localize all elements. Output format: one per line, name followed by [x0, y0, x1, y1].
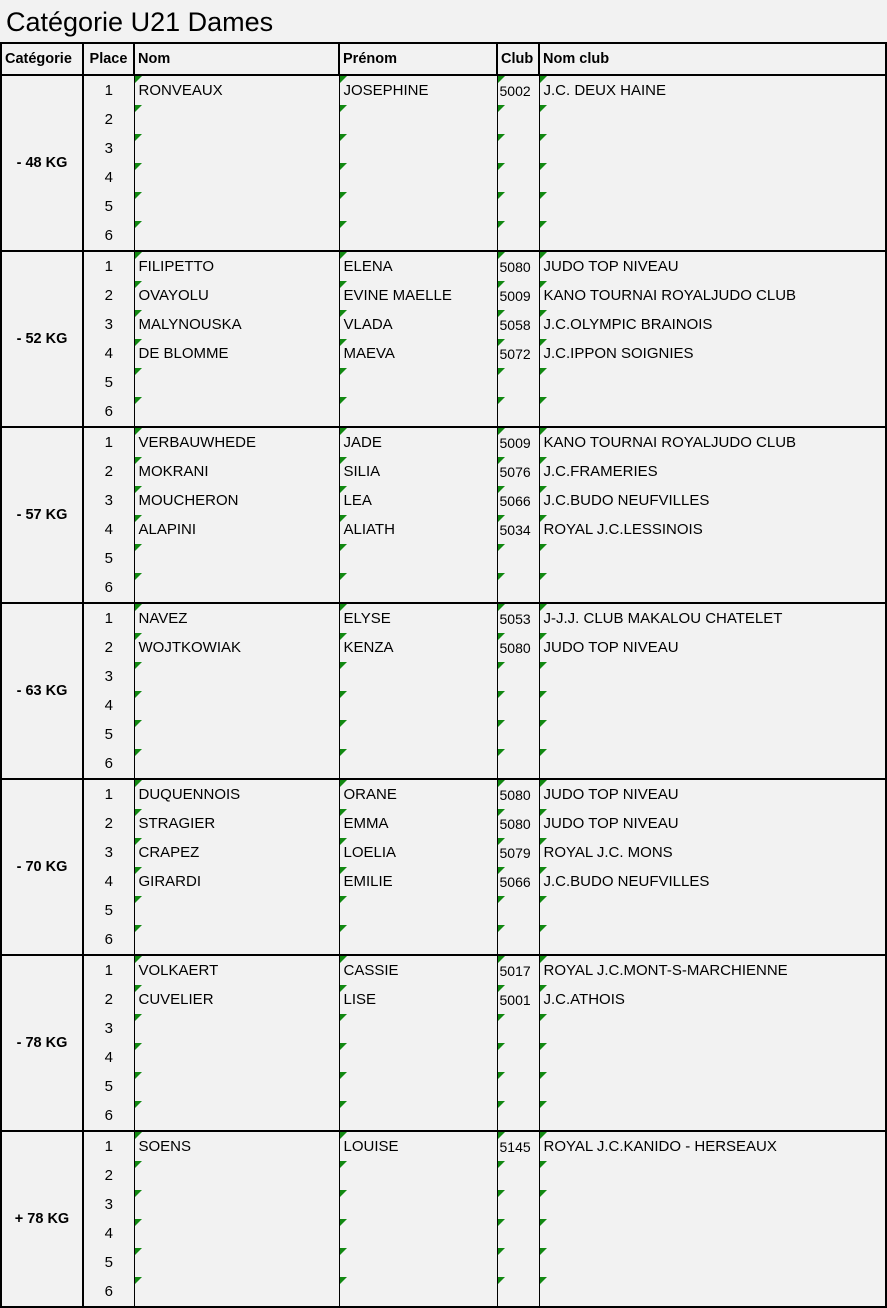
- place-cell[interactable]: 6: [83, 1277, 134, 1307]
- nom-club-cell[interactable]: ROYAL J.C. MONS: [539, 838, 886, 867]
- place-cell[interactable]: 3: [83, 1014, 134, 1043]
- place-cell[interactable]: 6: [83, 749, 134, 779]
- table-row: [1, 691, 886, 720]
- category-label[interactable]: - 52 KG: [1, 251, 83, 427]
- nom-cell[interactable]: CUVELIER: [134, 985, 339, 1014]
- prenom-cell[interactable]: [339, 1101, 497, 1131]
- place-cell[interactable]: 5: [83, 720, 134, 749]
- nom-cell[interactable]: SOENS: [134, 1131, 339, 1161]
- nom-club-cell[interactable]: J.C.IPPON SOIGNIES: [539, 339, 886, 368]
- nom-cell[interactable]: [134, 221, 339, 251]
- club-cell[interactable]: 5017: [497, 955, 539, 985]
- club-cell[interactable]: 5058: [497, 310, 539, 339]
- nom-club-cell[interactable]: JUDO TOP NIVEAU: [539, 251, 886, 281]
- place-cell[interactable]: 4: [83, 515, 134, 544]
- club-cell[interactable]: [497, 1043, 539, 1072]
- prenom-cell[interactable]: [339, 1161, 497, 1190]
- club-cell[interactable]: 5009: [497, 427, 539, 457]
- nom-club-cell[interactable]: [539, 573, 886, 603]
- prenom-cell[interactable]: [339, 1277, 497, 1307]
- table-row: [1, 368, 886, 397]
- place-cell[interactable]: 2: [83, 457, 134, 486]
- category-label[interactable]: - 63 KG: [1, 603, 83, 779]
- club-cell[interactable]: 5080: [497, 633, 539, 662]
- place-cell[interactable]: 1: [83, 251, 134, 281]
- table-row: [1, 221, 886, 251]
- category-label[interactable]: - 57 KG: [1, 427, 83, 603]
- club-cell[interactable]: 5080: [497, 809, 539, 838]
- nom-cell[interactable]: [134, 749, 339, 779]
- nom-club-cell[interactable]: [539, 1161, 886, 1190]
- place-cell[interactable]: 1: [83, 603, 134, 633]
- place-cell[interactable]: 3: [83, 1190, 134, 1219]
- nom-club-cell[interactable]: ROYAL J.C.KANIDO - HERSEAUX: [539, 1131, 886, 1161]
- place-cell[interactable]: 4: [83, 339, 134, 368]
- nom-cell[interactable]: [134, 1190, 339, 1219]
- table-row: [1, 985, 886, 1014]
- place-cell[interactable]: 2: [83, 809, 134, 838]
- prenom-cell[interactable]: [339, 368, 497, 397]
- header-nom-club[interactable]: Nom club: [539, 43, 886, 75]
- nom-club-cell[interactable]: JUDO TOP NIVEAU: [539, 809, 886, 838]
- nom-club-cell[interactable]: [539, 1248, 886, 1277]
- club-cell[interactable]: [497, 134, 539, 163]
- club-cell[interactable]: [497, 368, 539, 397]
- nom-cell[interactable]: [134, 397, 339, 427]
- nom-club-cell[interactable]: [539, 1014, 886, 1043]
- prenom-cell[interactable]: [339, 544, 497, 573]
- nom-cell[interactable]: [134, 1277, 339, 1307]
- club-cell[interactable]: [497, 925, 539, 955]
- header-prenom[interactable]: Prénom: [339, 43, 497, 75]
- table-row: [1, 779, 886, 809]
- club-cell[interactable]: 5079: [497, 838, 539, 867]
- club-cell[interactable]: 5080: [497, 251, 539, 281]
- nom-cell[interactable]: MOUCHERON: [134, 486, 339, 515]
- club-cell[interactable]: [497, 573, 539, 603]
- place-cell[interactable]: 6: [83, 925, 134, 955]
- club-cell[interactable]: [497, 749, 539, 779]
- nom-club-cell[interactable]: J.C.OLYMPIC BRAINOIS: [539, 310, 886, 339]
- nom-cell[interactable]: CRAPEZ: [134, 838, 339, 867]
- club-cell[interactable]: [497, 691, 539, 720]
- nom-club-cell[interactable]: [539, 1277, 886, 1307]
- club-cell[interactable]: [497, 544, 539, 573]
- place-cell[interactable]: 5: [83, 1248, 134, 1277]
- nom-cell[interactable]: MALYNOUSKA: [134, 310, 339, 339]
- place-cell[interactable]: 2: [83, 281, 134, 310]
- place-cell[interactable]: 1: [83, 1131, 134, 1161]
- table-row: [1, 867, 886, 896]
- club-cell[interactable]: 5009: [497, 281, 539, 310]
- nom-club-cell[interactable]: [539, 720, 886, 749]
- prenom-cell[interactable]: [339, 221, 497, 251]
- table-row: [1, 662, 886, 691]
- prenom-cell[interactable]: [339, 192, 497, 221]
- prenom-cell[interactable]: [339, 896, 497, 925]
- nom-club-cell[interactable]: [539, 1101, 886, 1131]
- nom-cell[interactable]: [134, 1161, 339, 1190]
- prenom-cell[interactable]: [339, 691, 497, 720]
- place-cell[interactable]: 3: [83, 310, 134, 339]
- club-cell[interactable]: 5001: [497, 985, 539, 1014]
- place-cell[interactable]: 4: [83, 691, 134, 720]
- place-cell[interactable]: 5: [83, 1072, 134, 1101]
- club-cell[interactable]: [497, 1072, 539, 1101]
- prenom-cell[interactable]: [339, 1043, 497, 1072]
- nom-cell[interactable]: [134, 720, 339, 749]
- place-cell[interactable]: 2: [83, 1161, 134, 1190]
- table-row: [1, 1161, 886, 1190]
- nom-club-cell[interactable]: [539, 397, 886, 427]
- prenom-cell[interactable]: [339, 925, 497, 955]
- club-cell[interactable]: [497, 1101, 539, 1131]
- prenom-cell[interactable]: [339, 662, 497, 691]
- nom-cell[interactable]: DUQUENNOIS: [134, 779, 339, 809]
- nom-cell[interactable]: [134, 368, 339, 397]
- nom-club-cell[interactable]: JUDO TOP NIVEAU: [539, 633, 886, 662]
- table-row: [1, 720, 886, 749]
- table-row: [1, 896, 886, 925]
- header-categorie[interactable]: Catégorie: [1, 43, 83, 75]
- club-cell[interactable]: 5076: [497, 457, 539, 486]
- place-cell[interactable]: 5: [83, 192, 134, 221]
- place-cell[interactable]: 1: [83, 779, 134, 809]
- header-row: [1, 43, 886, 75]
- table-row: [1, 134, 886, 163]
- prenom-cell[interactable]: ELENA: [339, 251, 497, 281]
- place-cell[interactable]: 5: [83, 544, 134, 573]
- table-row: [1, 75, 886, 105]
- nom-club-cell[interactable]: [539, 192, 886, 221]
- table-row: [1, 544, 886, 573]
- nom-cell[interactable]: NAVEZ: [134, 603, 339, 633]
- nom-cell[interactable]: WOJTKOWIAK: [134, 633, 339, 662]
- place-cell[interactable]: 4: [83, 867, 134, 896]
- club-cell[interactable]: [497, 397, 539, 427]
- prenom-cell[interactable]: LEA: [339, 486, 497, 515]
- prenom-cell[interactable]: LISE: [339, 985, 497, 1014]
- club-cell[interactable]: 5002: [497, 75, 539, 105]
- nom-club-cell[interactable]: [539, 925, 886, 955]
- header-nom[interactable]: Nom: [134, 43, 339, 75]
- nom-cell[interactable]: [134, 925, 339, 955]
- nom-cell[interactable]: ALAPINI: [134, 515, 339, 544]
- nom-club-cell[interactable]: [539, 163, 886, 192]
- prenom-cell[interactable]: [339, 134, 497, 163]
- table-row: [1, 1101, 886, 1131]
- nom-cell[interactable]: [134, 134, 339, 163]
- club-cell[interactable]: [497, 720, 539, 749]
- club-cell[interactable]: [497, 163, 539, 192]
- nom-club-cell[interactable]: [539, 749, 886, 779]
- club-cell[interactable]: [497, 896, 539, 925]
- table-row: [1, 515, 886, 544]
- nom-club-cell[interactable]: [539, 1043, 886, 1072]
- nom-cell[interactable]: [134, 1219, 339, 1248]
- table-row: [1, 749, 886, 779]
- table-row: [1, 838, 886, 867]
- club-cell[interactable]: 5145: [497, 1131, 539, 1161]
- place-cell[interactable]: 3: [83, 662, 134, 691]
- club-cell[interactable]: 5053: [497, 603, 539, 633]
- prenom-cell[interactable]: EVINE MAELLE: [339, 281, 497, 310]
- club-cell[interactable]: 5080: [497, 779, 539, 809]
- place-cell[interactable]: 3: [83, 838, 134, 867]
- nom-cell[interactable]: MOKRANI: [134, 457, 339, 486]
- nom-cell[interactable]: [134, 163, 339, 192]
- prenom-cell[interactable]: EMMA: [339, 809, 497, 838]
- prenom-cell[interactable]: [339, 1248, 497, 1277]
- nom-club-cell[interactable]: [539, 368, 886, 397]
- nom-club-cell[interactable]: J.C. DEUX HAINE: [539, 75, 886, 105]
- place-cell[interactable]: 5: [83, 896, 134, 925]
- prenom-cell[interactable]: ELYSE: [339, 603, 497, 633]
- nom-cell[interactable]: [134, 544, 339, 573]
- nom-cell[interactable]: [134, 1248, 339, 1277]
- place-cell[interactable]: 2: [83, 633, 134, 662]
- nom-club-cell[interactable]: JUDO TOP NIVEAU: [539, 779, 886, 809]
- nom-cell[interactable]: FILIPETTO: [134, 251, 339, 281]
- nom-cell[interactable]: GIRARDI: [134, 867, 339, 896]
- nom-club-cell[interactable]: J.C.BUDO NEUFVILLES: [539, 486, 886, 515]
- prenom-cell[interactable]: MAEVA: [339, 339, 497, 368]
- nom-club-cell[interactable]: J.C.FRAMERIES: [539, 457, 886, 486]
- prenom-cell[interactable]: CASSIE: [339, 955, 497, 985]
- nom-cell[interactable]: [134, 896, 339, 925]
- nom-club-cell[interactable]: J.C.BUDO NEUFVILLES: [539, 867, 886, 896]
- table-row: [1, 486, 886, 515]
- table-row: [1, 251, 886, 281]
- club-cell[interactable]: [497, 105, 539, 134]
- table-row: [1, 339, 886, 368]
- table-row: [1, 427, 886, 457]
- nom-club-cell[interactable]: J-J.J. CLUB MAKALOU CHATELET: [539, 603, 886, 633]
- nom-club-cell[interactable]: [539, 1072, 886, 1101]
- nom-club-cell[interactable]: ROYAL J.C.LESSINOIS: [539, 515, 886, 544]
- nom-club-cell[interactable]: [539, 134, 886, 163]
- nom-club-cell[interactable]: ROYAL J.C.MONT-S-MARCHIENNE: [539, 955, 886, 985]
- table-header: [1, 43, 886, 75]
- place-cell[interactable]: 4: [83, 1219, 134, 1248]
- prenom-cell[interactable]: [339, 1072, 497, 1101]
- club-cell[interactable]: [497, 1161, 539, 1190]
- nom-club-cell[interactable]: KANO TOURNAI ROYALJUDO CLUB: [539, 281, 886, 310]
- table-row: [1, 955, 886, 985]
- table-row: [1, 1072, 886, 1101]
- nom-club-cell[interactable]: [539, 544, 886, 573]
- prenom-cell[interactable]: [339, 1219, 497, 1248]
- prenom-cell[interactable]: [339, 573, 497, 603]
- table-row: [1, 573, 886, 603]
- category-label[interactable]: - 48 KG: [1, 75, 83, 251]
- place-cell[interactable]: 6: [83, 221, 134, 251]
- prenom-cell[interactable]: SILIA: [339, 457, 497, 486]
- prenom-cell[interactable]: JADE: [339, 427, 497, 457]
- prenom-cell[interactable]: [339, 163, 497, 192]
- prenom-cell[interactable]: [339, 1190, 497, 1219]
- nom-cell[interactable]: [134, 1014, 339, 1043]
- prenom-cell[interactable]: EMILIE: [339, 867, 497, 896]
- place-cell[interactable]: 1: [83, 955, 134, 985]
- club-cell[interactable]: 5066: [497, 486, 539, 515]
- place-cell[interactable]: 6: [83, 573, 134, 603]
- category-label[interactable]: + 78 KG: [1, 1131, 83, 1307]
- place-cell[interactable]: 1: [83, 75, 134, 105]
- table-row: [1, 1248, 886, 1277]
- nom-club-cell[interactable]: J.C.ATHOIS: [539, 985, 886, 1014]
- nom-cell[interactable]: RONVEAUX: [134, 75, 339, 105]
- place-cell[interactable]: 4: [83, 163, 134, 192]
- table-row: [1, 310, 886, 339]
- table-row: [1, 105, 886, 134]
- nom-cell[interactable]: [134, 662, 339, 691]
- nom-cell[interactable]: [134, 1043, 339, 1072]
- place-cell[interactable]: 6: [83, 1101, 134, 1131]
- prenom-cell[interactable]: ALIATH: [339, 515, 497, 544]
- table-row: [1, 925, 886, 955]
- place-cell[interactable]: 6: [83, 397, 134, 427]
- page-title: Catégorie U21 Dames: [6, 7, 274, 37]
- prenom-cell[interactable]: LOELIA: [339, 838, 497, 867]
- club-cell[interactable]: [497, 192, 539, 221]
- prenom-cell[interactable]: [339, 105, 497, 134]
- nom-club-cell[interactable]: [539, 1219, 886, 1248]
- prenom-cell[interactable]: [339, 749, 497, 779]
- nom-cell[interactable]: [134, 1101, 339, 1131]
- table-row: [1, 1219, 886, 1248]
- table-row: [1, 192, 886, 221]
- club-cell[interactable]: 5034: [497, 515, 539, 544]
- club-cell[interactable]: [497, 221, 539, 251]
- table-row: [1, 397, 886, 427]
- category-label[interactable]: - 70 KG: [1, 779, 83, 955]
- nom-club-cell[interactable]: [539, 896, 886, 925]
- place-cell[interactable]: 3: [83, 134, 134, 163]
- club-cell[interactable]: [497, 1190, 539, 1219]
- results-table: [0, 42, 887, 1308]
- nom-cell[interactable]: VERBAUWHEDE: [134, 427, 339, 457]
- table-body: [1, 75, 886, 1307]
- nom-club-cell[interactable]: [539, 662, 886, 691]
- prenom-cell[interactable]: ORANE: [339, 779, 497, 809]
- nom-cell[interactable]: VOLKAERT: [134, 955, 339, 985]
- club-cell[interactable]: [497, 1219, 539, 1248]
- nom-club-cell[interactable]: KANO TOURNAI ROYALJUDO CLUB: [539, 427, 886, 457]
- prenom-cell[interactable]: [339, 397, 497, 427]
- header-place[interactable]: Place: [83, 43, 134, 75]
- prenom-cell[interactable]: JOSEPHINE: [339, 75, 497, 105]
- table-row: [1, 281, 886, 310]
- category-label[interactable]: - 78 KG: [1, 955, 83, 1131]
- place-cell[interactable]: 1: [83, 427, 134, 457]
- nom-club-cell[interactable]: [539, 221, 886, 251]
- prenom-cell[interactable]: KENZA: [339, 633, 497, 662]
- place-cell[interactable]: 2: [83, 985, 134, 1014]
- table-row: [1, 163, 886, 192]
- nom-club-cell[interactable]: [539, 1190, 886, 1219]
- table-row: [1, 1131, 886, 1161]
- nom-club-cell[interactable]: [539, 691, 886, 720]
- club-cell[interactable]: [497, 1277, 539, 1307]
- table-row: [1, 1043, 886, 1072]
- table-row: [1, 457, 886, 486]
- nom-cell[interactable]: STRAGIER: [134, 809, 339, 838]
- place-cell[interactable]: 2: [83, 105, 134, 134]
- club-cell[interactable]: [497, 1248, 539, 1277]
- header-club[interactable]: Club: [497, 43, 539, 75]
- place-cell[interactable]: 5: [83, 368, 134, 397]
- place-cell[interactable]: 3: [83, 486, 134, 515]
- nom-cell[interactable]: OVAYOLU: [134, 281, 339, 310]
- table-row: [1, 633, 886, 662]
- table-row: [1, 1014, 886, 1043]
- table-row: [1, 1277, 886, 1307]
- prenom-cell[interactable]: VLADA: [339, 310, 497, 339]
- club-cell[interactable]: 5066: [497, 867, 539, 896]
- club-cell[interactable]: [497, 1014, 539, 1043]
- prenom-cell[interactable]: LOUISE: [339, 1131, 497, 1161]
- club-cell[interactable]: [497, 662, 539, 691]
- nom-cell[interactable]: [134, 1072, 339, 1101]
- nom-cell[interactable]: [134, 573, 339, 603]
- club-cell[interactable]: 5072: [497, 339, 539, 368]
- nom-cell[interactable]: DE BLOMME: [134, 339, 339, 368]
- prenom-cell[interactable]: [339, 720, 497, 749]
- nom-cell[interactable]: [134, 691, 339, 720]
- table-row: [1, 603, 886, 633]
- table-row: [1, 1190, 886, 1219]
- nom-club-cell[interactable]: [539, 105, 886, 134]
- nom-cell[interactable]: [134, 105, 339, 134]
- nom-cell[interactable]: [134, 192, 339, 221]
- place-cell[interactable]: 4: [83, 1043, 134, 1072]
- table-row: [1, 809, 886, 838]
- prenom-cell[interactable]: [339, 1014, 497, 1043]
